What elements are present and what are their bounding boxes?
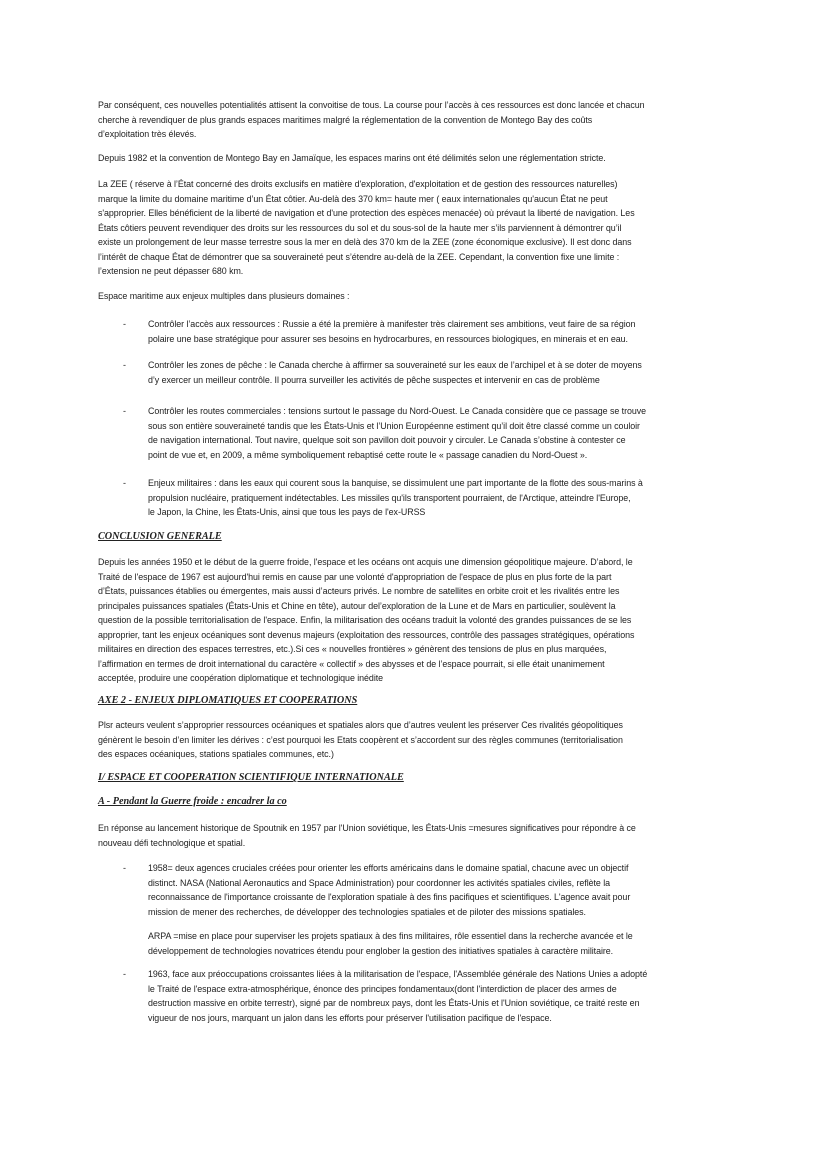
text-line: propulsion nucléaire, pratiquement indétectables. Les missiles qu'ils transportent pourraient, de l'Arctique, atteindre l'Europe, xyxy=(148,492,631,503)
bullet-item xyxy=(123,476,798,520)
section-heading xyxy=(98,771,748,785)
paragraph xyxy=(98,289,748,304)
text-line: polaire une base stratégique pour assurer ses besoins en hydrocarbures, en ressources biologiques, en minerais et en eau. xyxy=(148,333,628,344)
bullet-dash-icon: - xyxy=(123,406,126,416)
text-line: de navigation international. Tout navire, quelque soit son pavillon doit pouvoir y circuler. Le Canada s’obstine à contester ce xyxy=(148,435,626,445)
heading-text: I/ ESPACE ET COOPERATION SCIENTIFIQUE INTERNATIONALE xyxy=(98,772,404,783)
text-line: sous son entière souveraineté tandis que les États-Unis et l’Union Européenne estiment qu’il doit être classé comme un couloir xyxy=(148,420,640,431)
text-line: mission de mener des recherches, de développer des technologies spatiales et de piloter des missions spatiales. xyxy=(148,906,586,917)
text-line: militaires en direction des espaces terrestres, etc.).Si ces « nouvelles frontières » génèrent des tensions de plus en plus marquées, xyxy=(98,644,607,654)
text-line: s'approprier. Elles bénéficient de la liberté de navigation et d'une protection des espèces menacée) où prévaut la liberté de navigation. Les xyxy=(98,208,635,218)
paragraph xyxy=(98,821,748,850)
text-line: États côtiers peuvent revendiquer des droits sur les ressources du sol et du sous-sol de la haute mer s’ils parviennent à démontrer qu’il xyxy=(98,222,622,233)
paragraph xyxy=(98,718,748,762)
text-line: point de vue et, en 2009, a même symboliquement rebaptisé cette route le « passage canadien du Nord-Ouest ». xyxy=(148,449,588,460)
bullet-item xyxy=(123,358,798,387)
text-line: question de la possible territorialisation de l'espace. Enfin, la militarisation des océans traduit la volonté des grandes puissances de se les xyxy=(98,615,632,625)
text-line: le Traité de l'espace extra-atmosphérique, énonce des principes fondamentaux(dont l'interdiction de placer des armes de xyxy=(148,983,617,994)
text-line: existe un prolongement de leur masse terrestre sous la mer en delà des 370 km de la ZEE (zone économique exclusive). Il est donc dans xyxy=(98,237,632,247)
text-line: vigueur de nos jours, marquant un jalon dans les efforts pour préserver l'utilisation pacifique de l'espace. xyxy=(148,1012,552,1023)
text-line: Depuis 1982 et la convention de Montego Bay en Jamaïque, les espaces marins ont été délimités selon une réglementation stricte. xyxy=(98,153,606,163)
text-line: d’exploitation très élevés. xyxy=(98,129,197,139)
text-line: Par conséquent, ces nouvelles potentialités attisent la convoitise de tous. La course pour l’accès à ces ressources est donc lancée et chacun xyxy=(98,100,645,110)
text-line: 1963, face aux préoccupations croissantes liées à la militarisation de l'espace, l'Assemblée générale des Nations Unies a adopté xyxy=(148,969,648,979)
text-line: l’intérêt de chaque État de démontrer que sa souveraineté peut s’étendre au-delà de la ZEE. Cependant, la convention fixe une limite : xyxy=(98,251,620,262)
text-line: principales puissances spatiales (États-Unis et Chine en tête), autour del’exploration de la Lune et de Mars en particulier, soulèvent la xyxy=(98,600,616,611)
text-line: Plsr acteurs veulent s’approprier ressources océaniques et spatiales alors que d’autres veulent les préserver Ces rivalités géopolitiques xyxy=(98,720,623,730)
bullet-dash-icon: - xyxy=(123,360,126,370)
section-heading xyxy=(98,694,748,708)
text-line: distinct. NASA (National Aeronautics and Space Administration) pour coordonner les activités spatiales civiles, reflète la xyxy=(148,877,611,888)
section-heading xyxy=(98,795,748,809)
text-line: Traité de l'espace de 1967 est aujourd'hui remis en cause par une volonté d'appropriation de l'espace de plus en plus forte de la part xyxy=(98,571,612,582)
text-line: nouveau défi technologique et spatial. xyxy=(98,837,246,848)
bullet-item xyxy=(123,967,798,1025)
text-line: approprier, tant les enjeux océaniques sont devenus majeurs (exploitation des ressources, contrôle des passages stratégiques, opérations xyxy=(98,629,635,640)
text-line: Espace maritime aux enjeux multiples dans plusieurs domaines : xyxy=(98,291,350,301)
bullet-dash-icon: - xyxy=(123,478,126,488)
text-line: La ZEE ( réserve à l’État concerné des droits exclusifs en matière d'exploration, d'exploitation et de gestion des ressources naturelles) xyxy=(98,179,618,189)
paragraph xyxy=(98,555,748,686)
text-line: Contrôler les zones de pêche : le Canada cherche à affirmer sa souveraineté sur les eaux de l’archipel et à se doter de moyens xyxy=(148,360,642,370)
bullet-item xyxy=(123,861,798,919)
text-line: En réponse au lancement historique de Spoutnik en 1957 par l'Union soviétique, les États-Unis =mesures significatives pour répondre à ce xyxy=(98,823,636,833)
text-line: Contrôler les routes commerciales : tensions surtout le passage du Nord-Ouest. Le Canada considère que ce passage se trouve xyxy=(148,406,647,416)
bullet-dash-icon: - xyxy=(123,319,126,329)
text-line: Contrôler l’accès aux ressources : Russie a été la première à manifester très clairement ses ambitions, veut faire de sa région xyxy=(148,319,636,329)
text-line: ARPA =mise en place pour superviser les projets spatiaux à des fins militaires, rôle essentiel dans la recherche avancée et le xyxy=(148,931,633,941)
text-line: cherche à revendiquer de plus grands espaces maritimes malgré la réglementation de la convention de Montego Bay des coûts xyxy=(98,114,593,125)
text-line: le Japon, la Chine, les États-Unis, ainsi que tous les pays de l'ex-URSS xyxy=(148,507,426,517)
text-line: 1958= deux agences cruciales créées pour orienter les efforts américains dans le domaine spatial, chacune avec un objectif xyxy=(148,863,629,873)
paragraph xyxy=(98,98,748,142)
paragraph xyxy=(98,151,748,166)
text-line: l’extension ne peut dépasser 680 km. xyxy=(98,266,244,276)
text-line: l’affirmation en termes de droit international du caractère « collectif » des abysses et de l’espace pourrait, si elle était unanimement xyxy=(98,658,605,669)
text-line: Depuis les années 1950 et le début de la guerre froide, l'espace et les océans ont acquis une dimension géopolitique majeure. D’abord, le xyxy=(98,557,633,567)
text-line: marque la limite du domaine maritime d’un État côtier. Au-delà des 370 km= haute mer ( eaux internationales qu'aucun État ne peut xyxy=(98,193,608,204)
bullet-dash-icon: - xyxy=(123,863,126,873)
text-line: reconnaissance de l'importance croissante de l'exploration spatiale à des fins pacifiques et scientifiques. L'agence avait pour xyxy=(148,892,631,902)
text-line: Enjeux militaires : dans les eaux qui courent sous la banquise, se dissimulent une part importante de la flotte des sous-marins à xyxy=(148,478,643,488)
bullet-item xyxy=(123,404,798,462)
section-heading xyxy=(98,530,748,544)
indented-paragraph xyxy=(148,929,798,958)
text-line: des espaces océaniques, stations spatiales communes, etc.) xyxy=(98,749,334,759)
text-line: destruction massive en orbite terrestr), signé par de nombreux pays, dont les États-Unis et l'Union soviétique, ce traité reste en xyxy=(148,998,640,1008)
text-line: génèrent le besoin d’en limiter les dérives : c’est pourquoi les Etats coopèrent et s’accordent sur des règles communes (territorialisation xyxy=(98,734,623,745)
bullet-item xyxy=(123,317,798,346)
paragraph xyxy=(98,177,748,279)
text-line: d’États, puissances établies ou émergentes, mais aussi d’acteurs privés. Le nombre de satellites en orbite croit et les rivalités entre les xyxy=(98,586,620,596)
text-line: développement de technologies novatrices étendu pour englober la gestion des initiatives spatiales à caractère militaire. xyxy=(148,945,614,956)
bullet-dash-icon: - xyxy=(123,969,126,979)
heading-text: AXE 2 - ENJEUX DIPLOMATIQUES ET COOPERATIONS xyxy=(98,695,358,706)
text-line: d’y exercer un meilleur contrôle. Il pourra surveiller les activités de pêche suspectes et intervenir en cas de problème xyxy=(148,374,600,385)
text-line: acceptée, produire une coopération diplomatique et technologique inédite xyxy=(98,673,384,683)
heading-text: CONCLUSION GENERALE xyxy=(98,531,222,542)
heading-text: A - Pendant la Guerre froide : encadrer la co xyxy=(98,796,287,807)
